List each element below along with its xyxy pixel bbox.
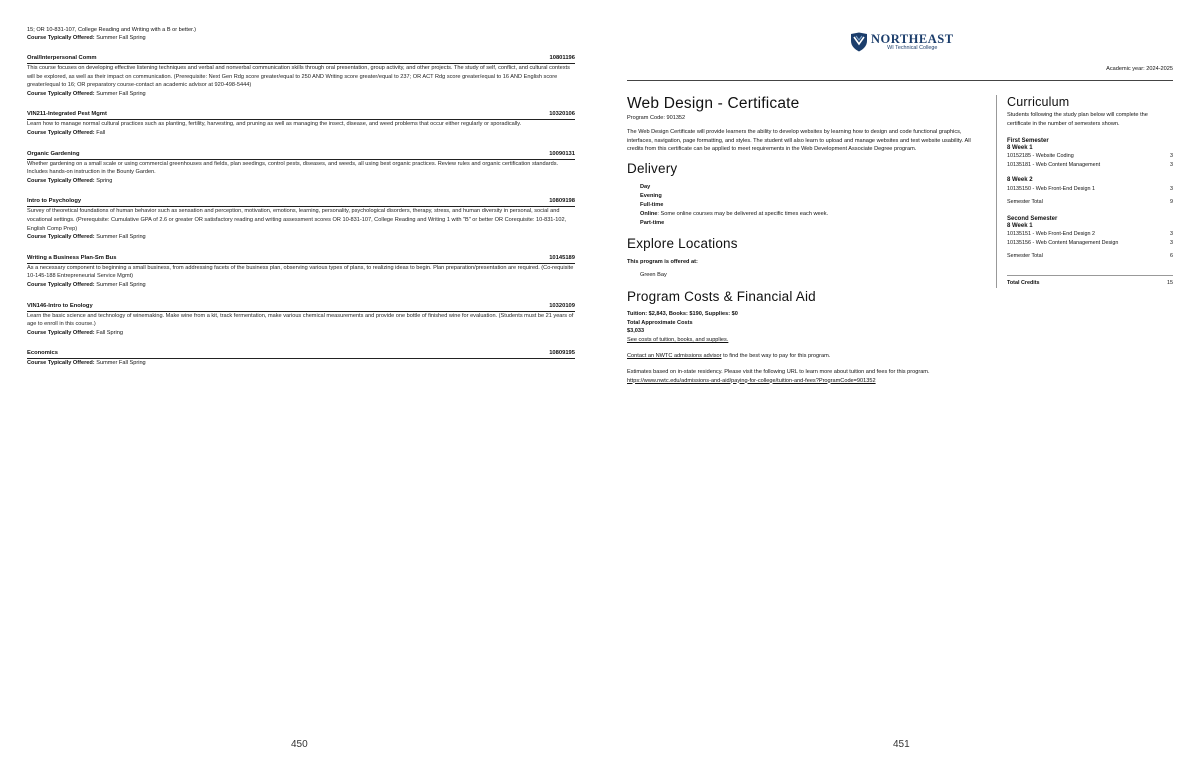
curriculum-row — [1007, 185, 1173, 194]
course-title: Economics — [27, 350, 58, 357]
course-title: Writing a Business Plan-Sm Bus — [27, 254, 117, 261]
semester-total-row — [1007, 252, 1173, 261]
course-entry — [27, 303, 575, 338]
course-entry — [27, 198, 575, 241]
course-header — [27, 198, 575, 207]
offered-label: Course Typically Offered: — [27, 129, 95, 136]
course-title: VIN211-Integrated Pest Mgmt — [27, 111, 107, 118]
course-description: Whether gardening on a small scale or using commercial greenhouses and fields, plan seedings, control pests, diseases, and weeds, all using best organic practices. Review rules and organic certification standards. Includes hands-on instruction in the Bounty Garden. — [27, 160, 559, 176]
semester-title: First Semester — [1007, 137, 1049, 144]
course-code: 10320109 — [549, 302, 575, 309]
curriculum-sidebar — [996, 95, 1173, 288]
course-code: 10320106 — [549, 111, 575, 118]
course-offered — [27, 129, 575, 138]
offered-label: Course Typically Offered: — [27, 329, 95, 336]
program-description: The Web Design Certificate will provide learners the ability to develop websites by learning how to design and code functional graphics, interfaces, navigation, page formatting, and styles. The student will also learn to upload and manage websites and test website usability. All credits from this certificate can be applied to meet requirements in the Web Development Associate Degree program. — [627, 128, 971, 153]
course-name: 10135150 - Web Front-End Design 1 — [1007, 185, 1096, 192]
offered-at-label: This program is offered at: — [627, 259, 698, 266]
semester-total-label: Semester Total — [1007, 253, 1043, 260]
curriculum-row — [1007, 230, 1173, 239]
course-description: This course focuses on developing effective listening techniques and verbal and nonverbal communication skills through oral presentation, group activity, and other projects. The study of self, conflict, and cultural contexts will be explored, as well as their impact on communication. (Prerequisite: Next Gen Rdg score greater/equal to 250 AND Writing score greater/equal to 237; OR ACT Rdg score greater/equal to 16 AND English score greater/equal to 16; OR preparatory course-contact an academic advisor at 920-498-5444) — [27, 65, 570, 89]
page-number: 450 — [291, 739, 308, 750]
course-credits: 3 — [1170, 153, 1173, 160]
college-logo — [850, 32, 954, 52]
term-block-title: 8 Week 1 — [1007, 222, 1033, 229]
tuition-line: Tuition: $2,843, Books: $190, Supplies: $0 — [627, 310, 738, 317]
course-credits: 3 — [1170, 231, 1173, 238]
contact-advisor-link[interactable]: Contact an NWTC admissions advisor — [627, 352, 722, 359]
delivery-item — [640, 183, 987, 192]
course-description: As a necessary component to beginning a small business, from addressing facets of the business plan, observing various types of plans, to realizing ideas to begin. Plan preparation/presentation are required. (Co-requisite 10-145-188 Entrepreneurial Service Mgmt) — [27, 264, 574, 280]
offered-value: Spring — [96, 177, 113, 184]
course-header — [27, 151, 575, 160]
semester-title: Second Semester — [1007, 215, 1058, 222]
contact-line — [627, 352, 987, 361]
course-entry — [27, 255, 575, 290]
delivery-online-label: Online — [640, 211, 658, 218]
costs-block — [627, 310, 987, 345]
offered-label: Course Typically Offered: — [27, 35, 95, 41]
lead-offered — [27, 34, 575, 43]
curriculum-row — [1007, 152, 1173, 161]
locations-heading: Explore Locations — [627, 236, 738, 252]
semester-total-value: 9 — [1170, 198, 1173, 205]
total-credits-label: Total Credits — [1007, 280, 1040, 287]
delivery-parttime: Part-time — [640, 220, 665, 227]
delivery-list — [640, 183, 987, 228]
curriculum-intro: Students following the study plan below will complete the certificate in the number of semesters shown. — [1007, 112, 1148, 127]
right-page — [600, 0, 1200, 776]
costs-heading: Program Costs & Financial Aid — [627, 288, 816, 304]
delivery-heading: Delivery — [627, 161, 678, 177]
semester-block — [1007, 216, 1173, 262]
delivery-evening: Evening — [640, 193, 662, 200]
logo-wordmark — [871, 33, 954, 52]
shield-logo-icon — [850, 32, 868, 52]
curriculum-heading: Curriculum — [1007, 95, 1070, 109]
course-list — [27, 55, 575, 381]
course-credits: 3 — [1170, 185, 1173, 192]
delivery-item — [640, 192, 987, 201]
location-name: Green Bay — [640, 271, 667, 278]
course-title: Organic Gardening — [27, 150, 80, 157]
offered-label: Course Typically Offered: — [27, 281, 95, 288]
course-code: 10809198 — [549, 198, 575, 205]
course-code: 10809195 — [549, 350, 575, 357]
offered-value: Summer Fall Spring — [96, 234, 146, 241]
course-offered — [27, 281, 575, 290]
delivery-item — [640, 210, 987, 219]
program-main-column — [627, 95, 987, 385]
course-offered — [27, 177, 575, 186]
program-code: Program Code: 901352 — [627, 115, 686, 121]
academic-year: Academic year: 2024-2025 — [1106, 66, 1173, 72]
page-number: 451 — [893, 739, 910, 750]
course-name: 10135156 - Web Content Management Design — [1007, 240, 1119, 247]
term-block-title: 8 Week 1 — [1007, 144, 1033, 151]
course-title: VIN146-Intro to Enology — [27, 302, 93, 309]
semester-block — [1007, 138, 1173, 207]
course-description: Learn how to manage normal cultural practices such as planting, fertility, harvesting, and pruning as well as managing the insect, disease, and weed problems that occur either regularly or sporadically. — [27, 121, 522, 128]
offered-label: Course Typically Offered: — [27, 90, 95, 97]
semester-total-label: Semester Total — [1007, 198, 1043, 205]
delivery-item — [640, 201, 987, 210]
logo-name: NORTHEAST — [871, 31, 954, 46]
course-header — [27, 55, 575, 64]
course-code: 10090131 — [549, 150, 575, 157]
offered-value: Fall — [96, 129, 106, 136]
curriculum-row — [1007, 161, 1173, 170]
course-offered — [27, 90, 575, 99]
course-name: 10135181 - Web Content Management — [1007, 162, 1101, 169]
course-entry — [27, 55, 575, 98]
delivery-online-text: : Some online courses may be delivered at specific times each week. — [657, 211, 829, 218]
course-offered — [27, 359, 575, 368]
course-description: Survey of theoretical foundations of human behavior such as sensation and perception, motivation, emotions, learning, personality, psychological disorders, therapy, stress, and human diversity in personal, social and vocational settings. (Prerequisite: Cumulative GPA of 2.6 or greater OR satisfactory reading and writing assessment scores OR 10-831-107, College Reading and Writing 1 with "B" or better OR Corequisite: 10-831-102, English Comp Prep) — [27, 208, 567, 232]
term-block-title: 8 Week 2 — [1007, 177, 1033, 184]
course-header — [27, 111, 575, 120]
course-entry — [27, 111, 575, 137]
lead-text: 15; OR 10-831-107, College Reading and Writing with a B or better.) — [27, 27, 197, 33]
course-name: 10135151 - Web Front-End Design 2 — [1007, 231, 1096, 238]
offered-value: Summer Fall Spring — [96, 360, 146, 367]
delivery-item — [640, 219, 987, 228]
see-costs-link[interactable]: See costs of tuition, books, and supplies. — [627, 337, 729, 344]
course-name: 10152185 - Website Coding — [1007, 153, 1074, 160]
course-description: Learn the basic science and technology of winemaking. Make wine from a kit, track fermentation, make various chemical measurements and provide one bottle of finished wine for evaluation. (Students must be 21 years of age to enroll in this course.) — [27, 312, 574, 328]
curriculum-row — [1007, 239, 1173, 248]
course-header — [27, 303, 575, 312]
offered-value: Summer Fall Spring — [96, 90, 146, 97]
estimates-text: Estimates based on in-state residency. Please visit the following URL to learn more about tuition and fees for this program. — [627, 368, 930, 375]
course-offered — [27, 329, 575, 338]
delivery-fulltime: Full-time — [640, 202, 664, 209]
tuition-url-link[interactable]: https://www.nwtc.edu/admissions-and-aid/paying-for-college/tuition-and-fees?ProgramCode=901352 — [627, 377, 876, 384]
course-offered — [27, 233, 575, 242]
course-title: Oral/Interpersonal Comm — [27, 55, 97, 61]
course-code: 10801196 — [549, 55, 575, 61]
total-costs-label: Total Approximate Costs — [627, 319, 693, 326]
contact-rest: to find the best way to pay for this program. — [721, 352, 831, 359]
total-costs-value: $3,033 — [627, 328, 645, 335]
course-header — [27, 350, 575, 359]
page-title: Web Design - Certificate — [627, 95, 800, 112]
course-entry — [27, 350, 575, 368]
semester-total-value: 6 — [1170, 253, 1173, 260]
delivery-day: Day — [640, 184, 651, 191]
estimates-block — [627, 368, 987, 386]
offered-label: Course Typically Offered: — [27, 234, 95, 241]
offered-label: Course Typically Offered: — [27, 360, 95, 367]
lead-text-block — [27, 26, 575, 43]
offered-value: Summer Fall Spring — [96, 35, 146, 41]
offered-value: Fall Spring — [96, 329, 123, 336]
divider — [627, 80, 1173, 81]
logo-subtitle: WI Technical College — [887, 44, 938, 51]
course-entry — [27, 151, 575, 186]
offered-value: Summer Fall Spring — [96, 281, 146, 288]
total-credits-row — [1007, 275, 1173, 288]
course-header — [27, 255, 575, 264]
offered-label: Course Typically Offered: — [27, 177, 95, 184]
course-credits: 3 — [1170, 240, 1173, 247]
course-credits: 3 — [1170, 162, 1173, 169]
course-code: 10145189 — [549, 254, 575, 261]
total-credits-value: 15 — [1167, 280, 1173, 287]
course-title: Intro to Psychology — [27, 198, 82, 205]
semester-total-row — [1007, 198, 1173, 207]
